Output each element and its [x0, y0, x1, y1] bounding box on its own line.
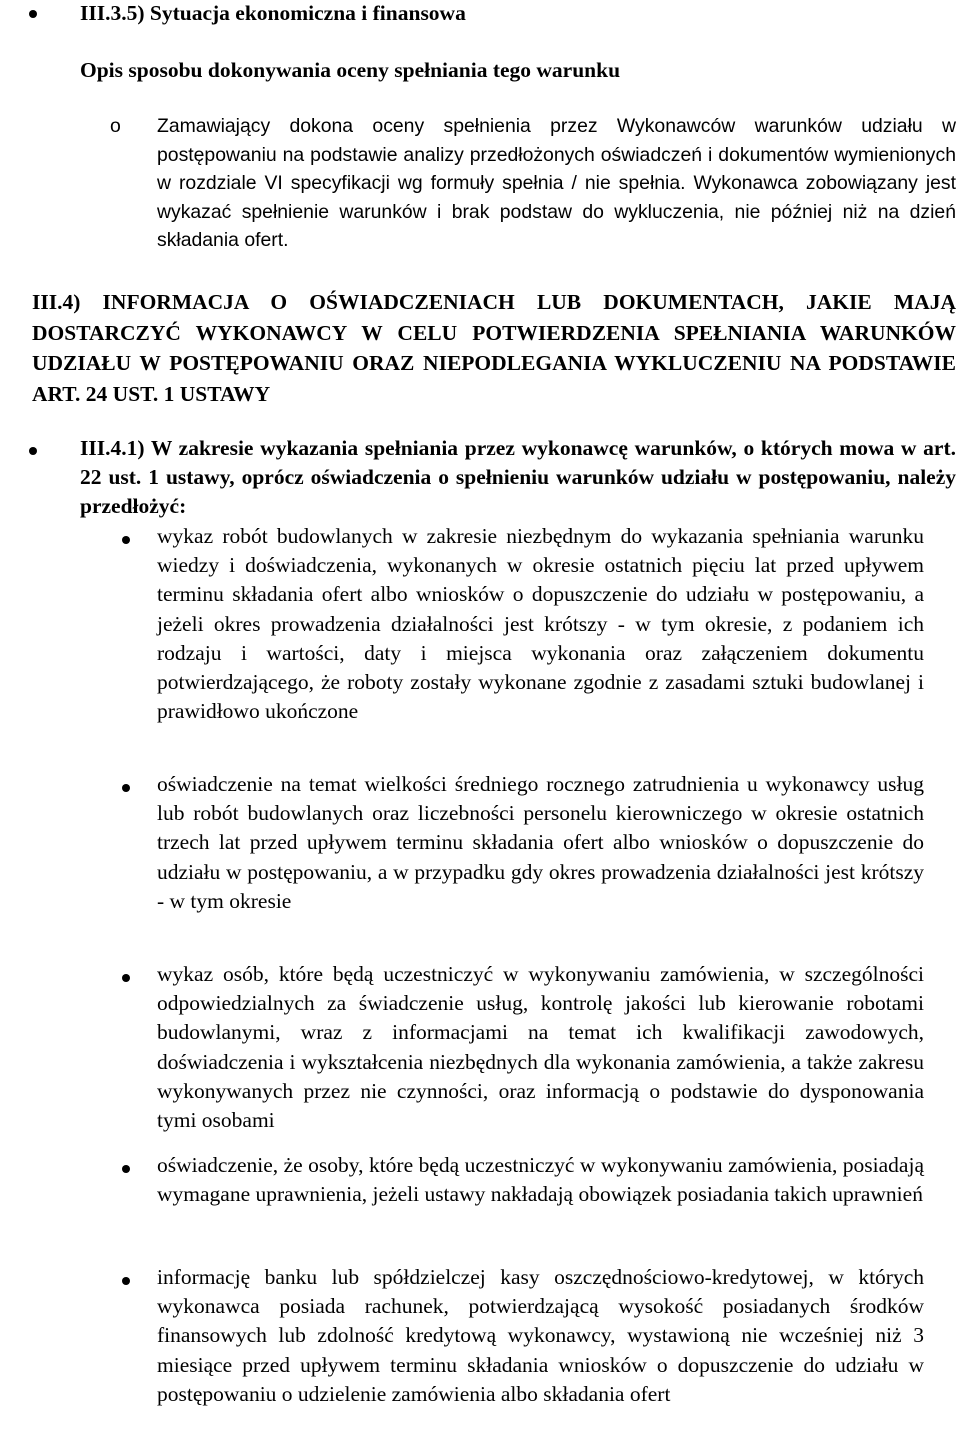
bullet-icon — [122, 1165, 130, 1173]
section-subheading: Opis sposobu dokonywania oceny spełniania tego warunku — [80, 58, 621, 82]
bullet-icon — [122, 536, 130, 544]
list-item: informację banku lub spółdzielczej kasy oszczędnościowo-kredytowej, w których wykonawca posiada rachunek, potwierdzającą wysokość posiadanych środków finansowych lub zdolność kredytową wykonawcy, wystawioną nie wcześniej niż 3 miesiące przed upływem terminu składania wniosków o dopuszczenie do udziału w postępowaniu o udzielenie zamówienia albo składania ofert — [157, 1265, 924, 1406]
section-heading-3-3-5: III.3.5) Sytuacja ekonomiczna i finansowa — [80, 1, 466, 25]
list-item: wykaz robót budowlanych w zakresie niezbędnym do wykazania spełniania warunku wiedzy i doświadczenia, wykonanych w okresie ostatnich pięciu lat przed upływem terminu składania ofert albo wniosków o dopuszczenie do udziału w postępowaniu, a jeżeli okres prowadzenia działalności jest krótszy - w tym okresie, z podaniem ich rodzaju i wartości, daty i miejsca wykonania oraz załączeniem dokumentu potwierdzającego, że roboty zostały wykonane zgodnie z zasadami sztuki budowlanej i prawidłowo ukończone — [157, 524, 924, 724]
bullet-icon — [122, 1277, 130, 1285]
section-heading-3-4-1: III.4.1) W zakresie wykazania spełniania przez wykonawcę warunków, o których mowa w art. 22 ust. 1 ustawy, oprócz oświadczenia o spełnieniu warunków udziału w postępowaniu, należy przedłożyć: — [80, 436, 956, 519]
circle-bullet-icon: o — [110, 115, 121, 137]
bullet-icon — [29, 10, 37, 18]
list-item: oświadczenie, że osoby, które będą uczestniczyć w wykonywaniu zamówienia, posiadają wymagane uprawnienia, jeżeli ustawy nakładają obowiązek posiadania takich uprawnień — [157, 1153, 924, 1207]
list-item: wykaz osób, które będą uczestniczyć w wykonywaniu zamówienia, w szczególności odpowiedzialnych za świadczenie usług, kontrolę jakości lub kierowanie robotami budowlanymi, wraz z informacjami na temat ich kwalifikacji zawodowych, doświadczenia i wykształcenia niezbędnych dla wykonania zamówienia, a także zakresu wykonywanych przez nie czynności, oraz informacją o podstawie do dysponowania tymi osobami — [157, 962, 924, 1133]
bullet-icon — [29, 447, 37, 455]
section-paragraph: Zamawiający dokona oceny spełnienia przez Wykonawców warunków udziału w postępowaniu na podstawie analizy przedłożonych oświadczeń i dokumentów wymienionych w rozdziale VI specyfikacji wg formuły spełnia / nie spełnia. Wykonawca zobowiązany jest wykazać spełnienie warunków i brak podstaw do wykluczenia, nie później niż na dzień składania ofert. — [157, 115, 956, 252]
bullet-icon — [122, 784, 130, 792]
bullet-icon — [122, 974, 130, 982]
section-heading-3-4: III.4) INFORMACJA O OŚWIADCZENIACH LUB DOKUMENTACH, JAKIE MAJĄ DOSTARCZYĆ WYKONAWCY W CELU POTWIERDZENIA SPEŁNIANIA WARUNKÓW UDZIAŁU W POSTĘPOWANIU ORAZ NIEPODLEGANIA WYKLUCZENIU NA PODSTAWIE ART. 24 UST. 1 USTAWY — [32, 290, 956, 406]
list-item: oświadczenie na temat wielkości średniego rocznego zatrudnienia u wykonawcy usług lub robót budowlanych oraz liczebności personelu kierowniczego w okresie ostatnich trzech lat przed upływem terminu składania ofert albo wniosków o dopuszczenie do udziału w postępowaniu, a w przypadku gdy okres prowadzenia działalności jest krótszy - w tym okresie — [157, 772, 924, 913]
